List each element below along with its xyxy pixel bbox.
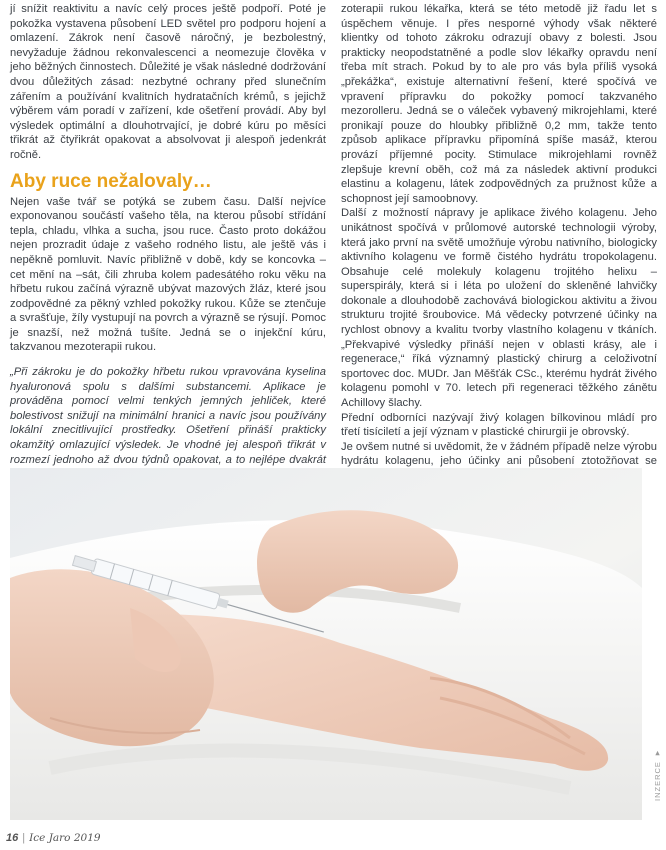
- article-column-left: [10, 2, 326, 496]
- page-number: 16: [6, 832, 19, 844]
- page-footer: [6, 830, 101, 846]
- magazine-issue: Ice Jaro 2019: [29, 832, 101, 844]
- section-subheading: Aby ruce nežalovaly…: [10, 170, 212, 192]
- footer-separator: |: [22, 832, 26, 844]
- advertisement-tag: INZERCE ▼: [653, 748, 662, 802]
- paragraph: jí snížit reaktivitu a navíc celý proces ještě podpoří. Poté je pokožka vystavena působení LED světel pro podporu hojení a omlazení. Zákrok není časově náročný, je bezbolestný, nevyžaduje žádnou rekonvalescenci a neomezuje člověka v jeho běžných činnostech. Důležité je však následné dodržování dvou důležitých zásad: nezbytné ochrany před slunečním zářením a používání kvalitních hydratačních krémů, s jejichž výběrem vám poradí v zařízení, kde ošetření provádí. Aby byl výsledek optimální a dlouhotrvající, je dobré kúru po měsíci třikrát až čtyřikrát opakovat a absolvovat ji alespoň jedenkrát ročně.: [10, 3, 326, 161]
- paragraph: Přední odborníci nazývají živý kolagen bílkovinou mládí pro třetí tisíciletí a její význam v plastické chirurgii je obrovský.: [341, 411, 657, 439]
- article-column-right: [341, 2, 657, 484]
- paragraph: zoterapii rukou lékařka, která se této metodě již řadu let s úspěchem věnuje. I přes nesporné výhody však některé klientky od tohoto zákroku odrazují obavy z bolesti. Jsou prakticky neopodstatněné a podle slov lékařky opravdu není třeba mít strach. Pokud by to ale pro vás byla příliš vysoká „překážka“, existuje alternativní řešení, které spočívá ve vpravení přípravku do pokožky pomocí takzvaného mezorolleru. Jedná se o váleček vybavený mikrojehlami, které pronikají pouze do hloubky přibližně 0,2 mm, takže tento způsob aplikace přípravku připomíná spíše masáž, kterou provází příjemné pocity. Stimulace mikrojehlami rovněž zlepšuje krevní oběh, což má za následek aktivní produkci elastinu a kolagenu, látek zodpovědných za pružnost kůže a schopnost její samoobnovy.: [341, 3, 657, 205]
- article-photo: [10, 468, 642, 820]
- paragraph: Je ovšem nutné si uvědomit, že v žádném případě nelze výrobu hydrátu kolagenu, jeho účinky ani působení ztotožňovat se: [341, 440, 657, 468]
- paragraph: Další z možností nápravy je aplikace živého kolagenu. Jeho unikátnost spočívá v průlomové autorské technologii výroby, která jako první na světě umožňuje výrobu nativního, biologicky aktivního kolagenu ve formě čistého hydrátu tropokolagenu. Obsahuje celé molekuly kolagenu trojitého helixu – superspirály, která si i léta po uložení do skleněné lahvičky dokonale a dlouhodobě zachovává biologickou aktivitu a živou strukturu trojité šroubovice. Má vědecky potvrzené účinky na rychlost obnovy a kvalitu tvorby vlastního kolagenu v tkáních. „Překvapivé výsledky přináší nejen v oblasti krásy, ale i regenerace,“ říká významný plastický chirurg a celoživotní sportovec doc. MUDr. Jan Měšťák CSc., kterému hydrát živého kolagenu pomohl v 70. letech při regeneraci těžkého zánětu Achillovy šlachy.: [341, 207, 657, 410]
- hand-injection-illustration: [10, 468, 642, 820]
- paragraph: Nejen vaše tvář se potýká se zubem času. Další nejvíce exponovanou součástí vašeho těla, na kterou působí střídání tepla, chladu, vlhka a sucha, jsou ruce. Často proto dokážou nejen prozradit údaje z vašeho rodného listu, ale ještě vás i nepěkně pomluvit. Navíc přibližně v době, kdy se koncovka –cet mění na –sát, čili zhruba kolem padesátého roku věku na hřbetu rukou začíná výrazně ubývat mazových žláz, které jsou zodpovědné za pěkný vzhled pokožky rukou. Kůže se ztenčuje a svrašťuje, žíly vystupují na povrch a výrazně se rýsují. Pomoc je snazší, než možná tušíte. Jedná se o injekční kúru, takzvanou mezoterapii rukou.: [10, 195, 326, 354]
- doctor-quote: „Při zákroku je do pokožky hřbetu rukou vpravována kyselina hyaluronová spolu s dalšími substancemi. Aplikace je prováděna pomocí velmi tenkých jemných jehliček, které bolestivost snižují na minimální hranici a navíc jsou používány lokální znecitlivující prostředky. Ošetření přináší prakticky okamžitý omlazující výsledek. Je vhodné jej alespoň třikrát v rozmezí jednoho až dvou týdnů opakovat, a to nejlépe dvakrát: [10, 366, 326, 466]
